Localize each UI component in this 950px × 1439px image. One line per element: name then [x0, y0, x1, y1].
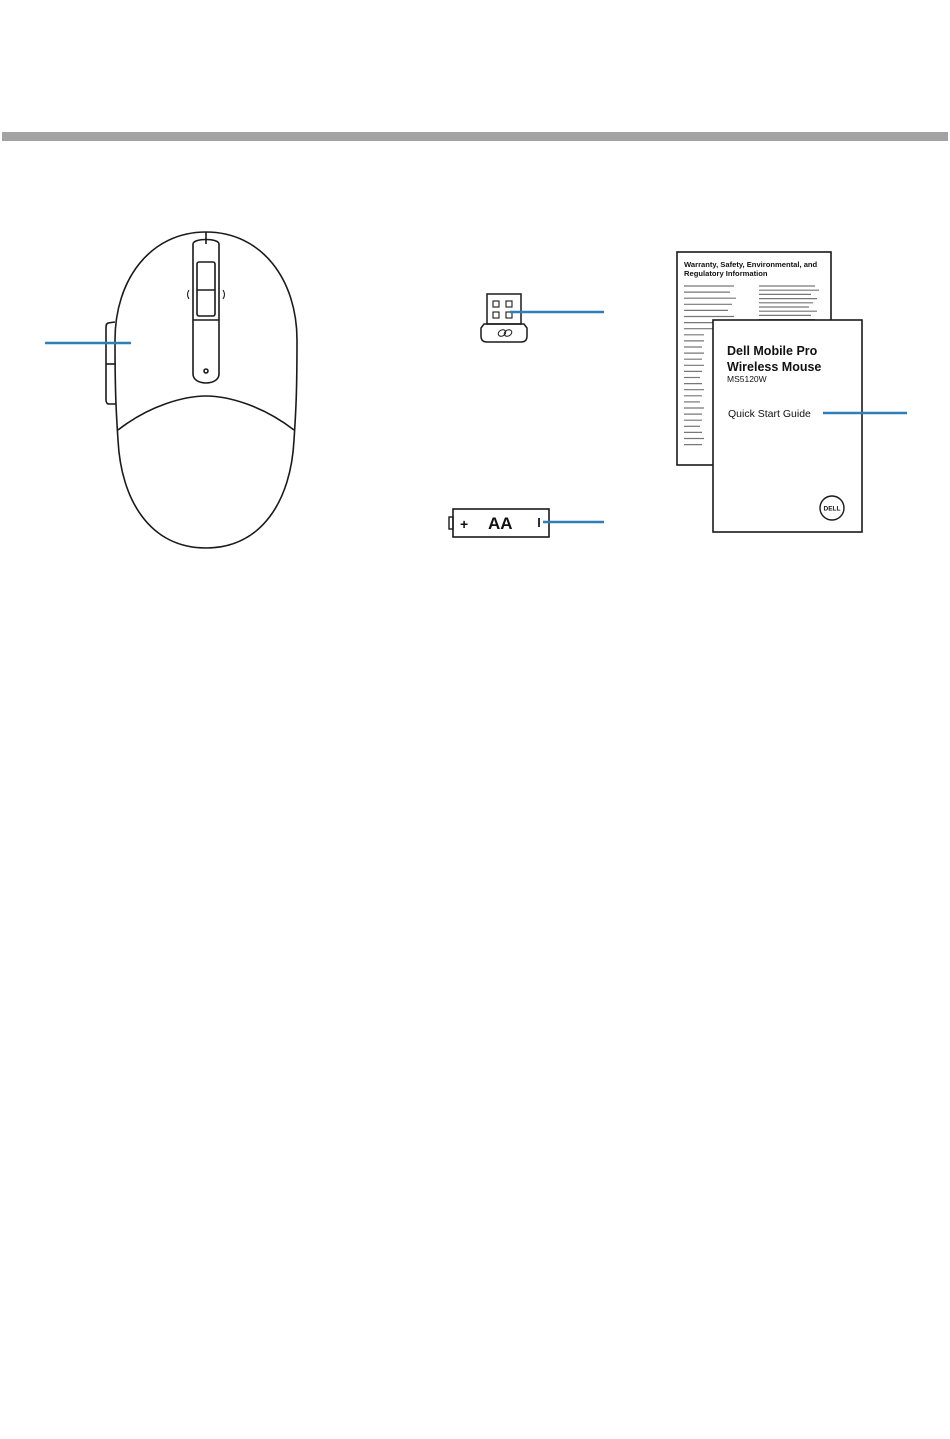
dell-logo-text: DELL — [823, 505, 841, 513]
mouse-rear-shell-line — [118, 396, 294, 430]
indicator-light — [204, 369, 208, 373]
mouse-body-outline — [115, 232, 297, 548]
warranty-title-line2: Regulatory Information — [684, 269, 768, 278]
wireless-mouse — [106, 232, 297, 548]
usb-receiver — [481, 294, 527, 342]
usb-connector-metal — [487, 294, 521, 324]
wheel-left-mark — [188, 290, 190, 299]
usb-contact-2 — [506, 301, 512, 307]
battery-terminal — [449, 517, 453, 529]
battery-plus-sign: + — [460, 516, 469, 532]
guide-model-number: MS5120W — [727, 374, 767, 384]
guide-title-line2: Wireless Mouse — [727, 360, 822, 374]
guide-title-line1: Dell Mobile Pro — [727, 344, 818, 358]
scroll-wheel — [197, 262, 215, 316]
quick-start-guide-booklet — [713, 320, 862, 532]
aa-battery — [449, 509, 549, 537]
usb-contact-1 — [493, 301, 499, 307]
usb-contact-3 — [493, 312, 499, 318]
warranty-title-line1: Warranty, Safety, Environmental, and — [684, 260, 818, 269]
wheel-right-mark — [223, 290, 225, 299]
wireless-logo-icon — [497, 328, 513, 337]
battery-label: AA — [488, 514, 513, 533]
guide-subtitle: Quick Start Guide — [728, 408, 811, 420]
